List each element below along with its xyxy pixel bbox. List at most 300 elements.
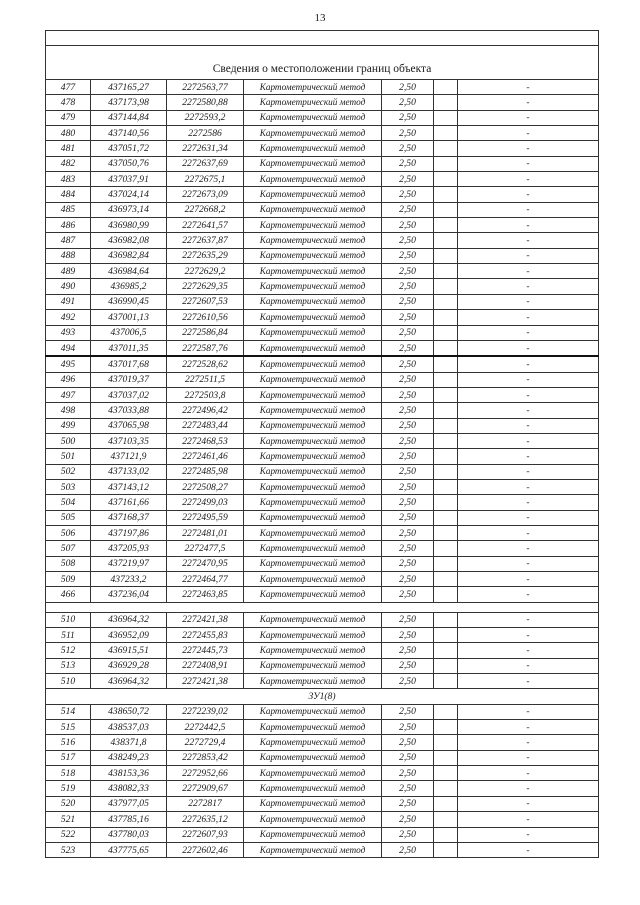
- method-cell: Картометрический метод: [244, 202, 382, 217]
- empty-cell: [434, 510, 458, 525]
- empty-cell: [434, 110, 458, 125]
- point-number-cell: 509: [46, 572, 91, 587]
- x-coordinate-cell: 437037,02: [91, 387, 167, 402]
- x-coordinate-cell: 437006,5: [91, 325, 167, 340]
- point-number-cell: 488: [46, 248, 91, 263]
- x-coordinate-cell: 437024,14: [91, 187, 167, 202]
- method-cell: Картометрический метод: [244, 233, 382, 248]
- empty-cell: [434, 264, 458, 279]
- table-row: [46, 495, 599, 510]
- x-coordinate-cell: 437775,65: [91, 842, 167, 857]
- y-coordinate-cell: 2272586: [167, 126, 244, 141]
- empty-cell: [434, 812, 458, 827]
- x-coordinate-cell: 437168,37: [91, 510, 167, 525]
- y-coordinate-cell: 2272637,69: [167, 156, 244, 171]
- table-row: [46, 658, 599, 673]
- method-cell: Картометрический метод: [244, 572, 382, 587]
- accuracy-cell: 2,50: [382, 202, 434, 217]
- x-coordinate-cell: 436964,32: [91, 674, 167, 689]
- x-coordinate-cell: 437065,98: [91, 418, 167, 433]
- y-coordinate-cell: 2272499,03: [167, 495, 244, 510]
- y-coordinate-cell: 2272421,38: [167, 674, 244, 689]
- section-title-row: [46, 689, 599, 704]
- method-cell: Картометрический метод: [244, 310, 382, 325]
- point-number-cell: 493: [46, 325, 91, 340]
- x-coordinate-cell: 437143,12: [91, 479, 167, 494]
- method-cell: Картометрический метод: [244, 187, 382, 202]
- empty-cell: [434, 750, 458, 765]
- accuracy-cell: 2,50: [382, 80, 434, 95]
- note-cell: -: [458, 433, 599, 448]
- accuracy-cell: 2,50: [382, 264, 434, 279]
- note-cell: -: [458, 202, 599, 217]
- method-cell: Картометрический метод: [244, 720, 382, 735]
- method-cell: Картометрический метод: [244, 674, 382, 689]
- method-cell: Картометрический метод: [244, 612, 382, 627]
- table-row: [46, 248, 599, 263]
- empty-cell: [434, 658, 458, 673]
- y-coordinate-cell: 2272629,35: [167, 279, 244, 294]
- accuracy-cell: 2,50: [382, 612, 434, 627]
- point-number-cell: 499: [46, 418, 91, 433]
- point-number-cell: 497: [46, 387, 91, 402]
- x-coordinate-cell: 437977,05: [91, 796, 167, 811]
- note-cell: -: [458, 418, 599, 433]
- point-number-cell: 495: [46, 356, 91, 372]
- accuracy-cell: 2,50: [382, 325, 434, 340]
- method-cell: Картометрический метод: [244, 827, 382, 842]
- accuracy-cell: 2,50: [382, 126, 434, 141]
- x-coordinate-cell: 437165,27: [91, 80, 167, 95]
- table-row: [46, 403, 599, 418]
- y-coordinate-cell: 2272729,4: [167, 735, 244, 750]
- table-row: [46, 735, 599, 750]
- table-row: [46, 340, 599, 356]
- empty-cell: [434, 643, 458, 658]
- accuracy-cell: 2,50: [382, 372, 434, 387]
- note-cell: -: [458, 479, 599, 494]
- note-cell: -: [458, 556, 599, 571]
- y-coordinate-cell: 2272445,73: [167, 643, 244, 658]
- empty-cell: [434, 172, 458, 187]
- x-coordinate-cell: 437219,97: [91, 556, 167, 571]
- note-cell: -: [458, 294, 599, 309]
- accuracy-cell: 2,50: [382, 156, 434, 171]
- table-row: [46, 202, 599, 217]
- note-cell: -: [458, 387, 599, 402]
- empty-cell: [434, 372, 458, 387]
- x-coordinate-cell: 436915,51: [91, 643, 167, 658]
- note-cell: -: [458, 628, 599, 643]
- x-coordinate-cell: 437001,13: [91, 310, 167, 325]
- table-row: [46, 704, 599, 719]
- x-coordinate-cell: 437161,66: [91, 495, 167, 510]
- method-cell: Картометрический метод: [244, 95, 382, 110]
- empty-cell: [434, 842, 458, 857]
- y-coordinate-cell: 2272470,95: [167, 556, 244, 571]
- empty-cell: [434, 126, 458, 141]
- table-row: [46, 674, 599, 689]
- accuracy-cell: 2,50: [382, 218, 434, 233]
- y-coordinate-cell: 2272909,67: [167, 781, 244, 796]
- y-coordinate-cell: 2272602,46: [167, 842, 244, 857]
- accuracy-cell: 2,50: [382, 187, 434, 202]
- empty-cell: [434, 156, 458, 171]
- x-coordinate-cell: 437140,56: [91, 126, 167, 141]
- y-coordinate-cell: 2272631,34: [167, 141, 244, 156]
- empty-cell: [434, 720, 458, 735]
- point-number-cell: 516: [46, 735, 91, 750]
- point-number-cell: 507: [46, 541, 91, 556]
- note-cell: -: [458, 233, 599, 248]
- y-coordinate-cell: 2272503,8: [167, 387, 244, 402]
- empty-cell: [434, 340, 458, 356]
- x-coordinate-cell: 438153,36: [91, 766, 167, 781]
- table-row: [46, 325, 599, 340]
- accuracy-cell: 2,50: [382, 387, 434, 402]
- point-number-cell: 490: [46, 279, 91, 294]
- note-cell: -: [458, 643, 599, 658]
- accuracy-cell: 2,50: [382, 310, 434, 325]
- table-row: [46, 233, 599, 248]
- accuracy-cell: 2,50: [382, 110, 434, 125]
- table-row: [46, 95, 599, 110]
- y-coordinate-cell: 2272580,88: [167, 95, 244, 110]
- method-cell: Картометрический метод: [244, 842, 382, 857]
- table-row: [46, 572, 599, 587]
- y-coordinate-cell: 2272421,38: [167, 612, 244, 627]
- point-number-cell: 478: [46, 95, 91, 110]
- note-cell: -: [458, 187, 599, 202]
- y-coordinate-cell: 2272607,93: [167, 827, 244, 842]
- empty-cell: [434, 495, 458, 510]
- empty-cell: [434, 628, 458, 643]
- empty-cell: [434, 674, 458, 689]
- accuracy-cell: 2,50: [382, 449, 434, 464]
- y-coordinate-cell: 2272481,01: [167, 525, 244, 540]
- note-cell: -: [458, 827, 599, 842]
- accuracy-cell: 2,50: [382, 812, 434, 827]
- method-cell: Картометрический метод: [244, 449, 382, 464]
- method-cell: Картометрический метод: [244, 372, 382, 387]
- method-cell: Картометрический метод: [244, 628, 382, 643]
- x-coordinate-cell: 437011,35: [91, 340, 167, 356]
- empty-cell: [434, 587, 458, 602]
- x-coordinate-cell: 438537,03: [91, 720, 167, 735]
- method-cell: Картометрический метод: [244, 750, 382, 765]
- accuracy-cell: 2,50: [382, 172, 434, 187]
- point-number-cell: 480: [46, 126, 91, 141]
- x-coordinate-cell: 437780,03: [91, 827, 167, 842]
- table-row: [46, 827, 599, 842]
- accuracy-cell: 2,50: [382, 464, 434, 479]
- y-coordinate-cell: 2272675,1: [167, 172, 244, 187]
- table-row: [46, 541, 599, 556]
- y-coordinate-cell: 2272952,66: [167, 766, 244, 781]
- empty-cell: [434, 141, 458, 156]
- table-row: [46, 356, 599, 372]
- table-row: [46, 310, 599, 325]
- method-cell: Картометрический метод: [244, 735, 382, 750]
- point-number-cell: 503: [46, 479, 91, 494]
- note-cell: -: [458, 541, 599, 556]
- table-row: [46, 418, 599, 433]
- empty-cell: [434, 464, 458, 479]
- method-cell: Картометрический метод: [244, 387, 382, 402]
- point-number-cell: 510: [46, 674, 91, 689]
- empty-cell: [434, 325, 458, 340]
- method-cell: Картометрический метод: [244, 156, 382, 171]
- method-cell: Картометрический метод: [244, 340, 382, 356]
- table-row: [46, 612, 599, 627]
- table-row: [46, 279, 599, 294]
- x-coordinate-cell: 436973,14: [91, 202, 167, 217]
- point-number-cell: 501: [46, 449, 91, 464]
- y-coordinate-cell: 2272495,59: [167, 510, 244, 525]
- y-coordinate-cell: 2272408,91: [167, 658, 244, 673]
- note-cell: -: [458, 735, 599, 750]
- blank-top-row: [46, 31, 599, 46]
- accuracy-cell: 2,50: [382, 704, 434, 719]
- x-coordinate-cell: 437233,2: [91, 572, 167, 587]
- y-coordinate-cell: 2272673,09: [167, 187, 244, 202]
- empty-cell: [434, 387, 458, 402]
- note-cell: -: [458, 766, 599, 781]
- x-coordinate-cell: 437121,9: [91, 449, 167, 464]
- note-cell: -: [458, 218, 599, 233]
- note-cell: -: [458, 750, 599, 765]
- table-row: [46, 720, 599, 735]
- point-number-cell: 523: [46, 842, 91, 857]
- x-coordinate-cell: 436990,45: [91, 294, 167, 309]
- empty-cell: [434, 449, 458, 464]
- method-cell: Картометрический метод: [244, 766, 382, 781]
- table-row: [46, 156, 599, 171]
- x-coordinate-cell: 437133,02: [91, 464, 167, 479]
- empty-cell: [434, 80, 458, 95]
- empty-cell: [434, 248, 458, 263]
- note-cell: -: [458, 842, 599, 857]
- note-cell: -: [458, 80, 599, 95]
- y-coordinate-cell: 2272641,57: [167, 218, 244, 233]
- x-coordinate-cell: 437017,68: [91, 356, 167, 372]
- point-number-cell: 512: [46, 643, 91, 658]
- point-number-cell: 477: [46, 80, 91, 95]
- empty-cell: [434, 735, 458, 750]
- accuracy-cell: 2,50: [382, 233, 434, 248]
- note-cell: -: [458, 495, 599, 510]
- x-coordinate-cell: 437236,04: [91, 587, 167, 602]
- y-coordinate-cell: 2272607,53: [167, 294, 244, 309]
- y-coordinate-cell: 2272461,46: [167, 449, 244, 464]
- method-cell: Картометрический метод: [244, 418, 382, 433]
- accuracy-cell: 2,50: [382, 643, 434, 658]
- point-number-cell: 487: [46, 233, 91, 248]
- point-number-cell: 494: [46, 340, 91, 356]
- y-coordinate-cell: 2272508,27: [167, 479, 244, 494]
- empty-cell: [434, 827, 458, 842]
- accuracy-cell: 2,50: [382, 556, 434, 571]
- note-cell: -: [458, 674, 599, 689]
- table-row: [46, 172, 599, 187]
- y-coordinate-cell: 2272668,2: [167, 202, 244, 217]
- table-row: [46, 141, 599, 156]
- y-coordinate-cell: 2272511,5: [167, 372, 244, 387]
- accuracy-cell: 2,50: [382, 796, 434, 811]
- note-cell: -: [458, 720, 599, 735]
- table-row: [46, 387, 599, 402]
- empty-cell: [434, 766, 458, 781]
- table-row: [46, 464, 599, 479]
- x-coordinate-cell: 437037,91: [91, 172, 167, 187]
- y-coordinate-cell: 2272464,77: [167, 572, 244, 587]
- table-row: [46, 781, 599, 796]
- note-cell: -: [458, 248, 599, 263]
- point-number-cell: 466: [46, 587, 91, 602]
- x-coordinate-cell: 436964,32: [91, 612, 167, 627]
- table-row: [46, 294, 599, 309]
- accuracy-cell: 2,50: [382, 495, 434, 510]
- note-cell: -: [458, 464, 599, 479]
- y-coordinate-cell: 2272635,12: [167, 812, 244, 827]
- empty-cell: [434, 612, 458, 627]
- method-cell: Картометрический метод: [244, 781, 382, 796]
- x-coordinate-cell: 437144,84: [91, 110, 167, 125]
- x-coordinate-cell: 436985,2: [91, 279, 167, 294]
- accuracy-cell: 2,50: [382, 766, 434, 781]
- note-cell: -: [458, 279, 599, 294]
- point-number-cell: 502: [46, 464, 91, 479]
- note-cell: -: [458, 264, 599, 279]
- table-row: [46, 628, 599, 643]
- method-cell: Картометрический метод: [244, 110, 382, 125]
- x-coordinate-cell: 437103,35: [91, 433, 167, 448]
- accuracy-cell: 2,50: [382, 248, 434, 263]
- x-coordinate-cell: 436980,99: [91, 218, 167, 233]
- y-coordinate-cell: 2272853,42: [167, 750, 244, 765]
- point-number-cell: 504: [46, 495, 91, 510]
- table-row: [46, 842, 599, 857]
- note-cell: -: [458, 812, 599, 827]
- note-cell: -: [458, 325, 599, 340]
- boundary-coordinates-table: [45, 30, 599, 858]
- y-coordinate-cell: 2272483,44: [167, 418, 244, 433]
- accuracy-cell: 2,50: [382, 141, 434, 156]
- accuracy-cell: 2,50: [382, 356, 434, 372]
- empty-cell: [434, 356, 458, 372]
- group-separator-row: [46, 602, 599, 612]
- point-number-cell: 519: [46, 781, 91, 796]
- point-number-cell: 510: [46, 612, 91, 627]
- table-row: [46, 372, 599, 387]
- note-cell: -: [458, 172, 599, 187]
- x-coordinate-cell: 437019,37: [91, 372, 167, 387]
- note-cell: -: [458, 704, 599, 719]
- point-number-cell: 517: [46, 750, 91, 765]
- point-number-cell: 513: [46, 658, 91, 673]
- accuracy-cell: 2,50: [382, 479, 434, 494]
- note-cell: -: [458, 372, 599, 387]
- note-cell: -: [458, 449, 599, 464]
- point-number-cell: 521: [46, 812, 91, 827]
- x-coordinate-cell: 438082,33: [91, 781, 167, 796]
- point-number-cell: 522: [46, 827, 91, 842]
- y-coordinate-cell: 2272586,84: [167, 325, 244, 340]
- point-number-cell: 483: [46, 172, 91, 187]
- point-number-cell: 498: [46, 403, 91, 418]
- accuracy-cell: 2,50: [382, 674, 434, 689]
- accuracy-cell: 2,50: [382, 541, 434, 556]
- empty-cell: [434, 279, 458, 294]
- x-coordinate-cell: 437205,93: [91, 541, 167, 556]
- empty-cell: [434, 202, 458, 217]
- y-coordinate-cell: 2272496,42: [167, 403, 244, 418]
- method-cell: Картометрический метод: [244, 658, 382, 673]
- note-cell: -: [458, 587, 599, 602]
- x-coordinate-cell: 438650,72: [91, 704, 167, 719]
- empty-cell: [434, 556, 458, 571]
- method-cell: Картометрический метод: [244, 510, 382, 525]
- method-cell: Картометрический метод: [244, 812, 382, 827]
- y-coordinate-cell: 2272239,02: [167, 704, 244, 719]
- empty-cell: [434, 218, 458, 233]
- method-cell: Картометрический метод: [244, 796, 382, 811]
- note-cell: -: [458, 340, 599, 356]
- point-number-cell: 482: [46, 156, 91, 171]
- x-coordinate-cell: 436982,08: [91, 233, 167, 248]
- accuracy-cell: 2,50: [382, 781, 434, 796]
- note-cell: -: [458, 356, 599, 372]
- empty-cell: [434, 572, 458, 587]
- empty-cell: [434, 525, 458, 540]
- accuracy-cell: 2,50: [382, 510, 434, 525]
- note-cell: -: [458, 310, 599, 325]
- note-cell: -: [458, 156, 599, 171]
- x-coordinate-cell: 437173,98: [91, 95, 167, 110]
- note-cell: -: [458, 525, 599, 540]
- x-coordinate-cell: 437050,76: [91, 156, 167, 171]
- note-cell: -: [458, 110, 599, 125]
- method-cell: Картометрический метод: [244, 356, 382, 372]
- method-cell: Картометрический метод: [244, 141, 382, 156]
- y-coordinate-cell: 2272817: [167, 796, 244, 811]
- y-coordinate-cell: 2272587,76: [167, 340, 244, 356]
- accuracy-cell: 2,50: [382, 572, 434, 587]
- y-coordinate-cell: 2272528,62: [167, 356, 244, 372]
- empty-cell: [434, 541, 458, 556]
- note-cell: -: [458, 510, 599, 525]
- accuracy-cell: 2,50: [382, 95, 434, 110]
- section-title: ЗУ1(8): [46, 689, 599, 704]
- note-cell: -: [458, 612, 599, 627]
- accuracy-cell: 2,50: [382, 720, 434, 735]
- table-row: [46, 796, 599, 811]
- accuracy-cell: 2,50: [382, 628, 434, 643]
- method-cell: Картометрический метод: [244, 279, 382, 294]
- y-coordinate-cell: 2272468,53: [167, 433, 244, 448]
- point-number-cell: 485: [46, 202, 91, 217]
- accuracy-cell: 2,50: [382, 587, 434, 602]
- table-heading: Сведения о местоположении границ объекта: [46, 46, 599, 80]
- x-coordinate-cell: 436982,84: [91, 248, 167, 263]
- point-number-cell: 500: [46, 433, 91, 448]
- point-number-cell: 484: [46, 187, 91, 202]
- method-cell: Картометрический метод: [244, 218, 382, 233]
- table-heading-row: [46, 46, 599, 80]
- empty-cell: [434, 479, 458, 494]
- note-cell: -: [458, 403, 599, 418]
- accuracy-cell: 2,50: [382, 842, 434, 857]
